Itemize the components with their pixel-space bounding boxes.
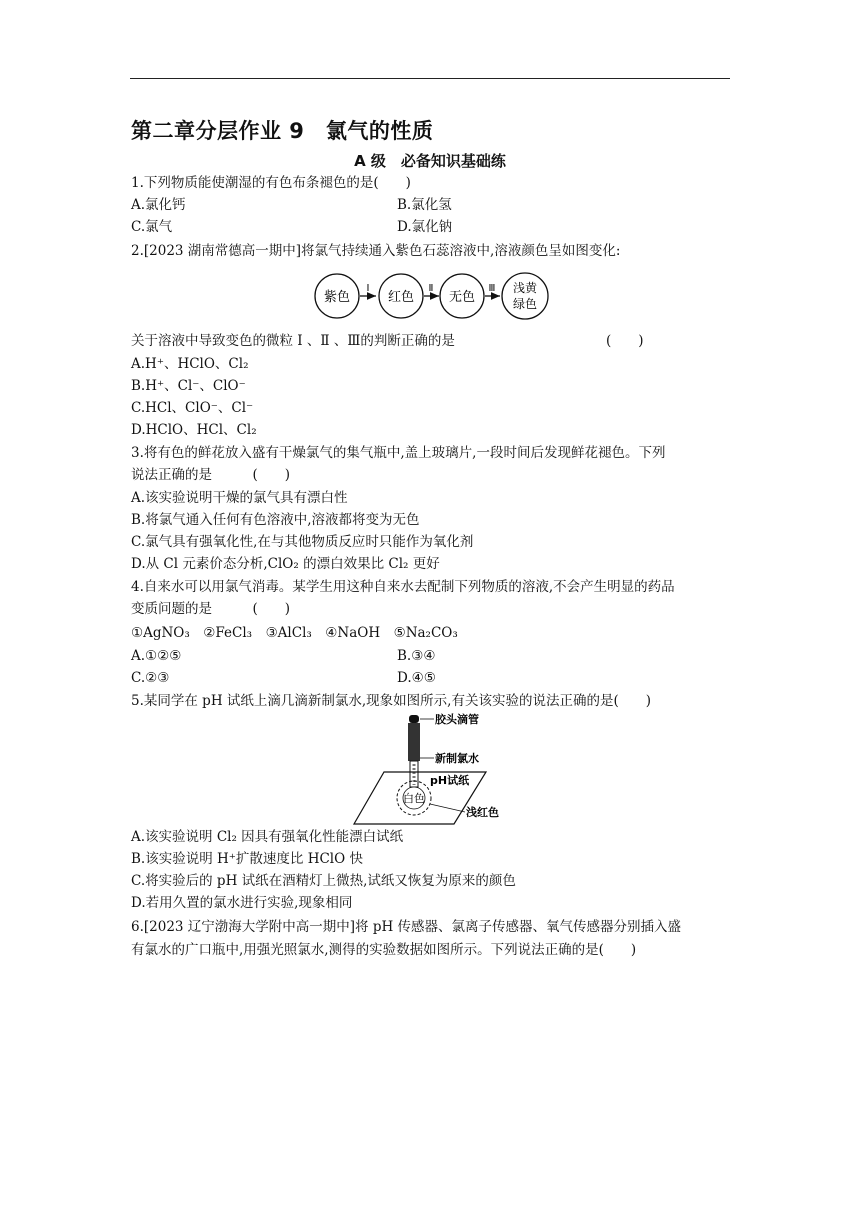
flow-arrow-3-label: Ⅲ — [488, 283, 496, 294]
q4-options-row2 — [131, 668, 436, 688]
flow-arrow-2-label: Ⅱ — [428, 283, 434, 294]
q2-ask-row — [131, 331, 644, 351]
q2-option-a: A.H⁺、HClO、Cl₂ — [131, 356, 249, 372]
q5-option-a: A.该实验说明 Cl₂ 因具有强氧化性能漂白试纸 — [131, 829, 404, 845]
q5-option-d: D.若用久置的氯水进行实验,现象相同 — [131, 895, 353, 911]
color-change-flow-diagram — [300, 268, 560, 324]
q1-options-row1 — [131, 195, 452, 215]
q3-option-b: B.将氯气通入任何有色溶液中,溶液都将变为无色 — [131, 512, 420, 528]
q4-option-c: C.②③ — [131, 670, 170, 686]
q1-option-a: A.氯化钙 — [131, 197, 186, 213]
q2-answer-paren: ( ) — [606, 333, 644, 349]
ph-paper-figure — [350, 712, 530, 827]
q4-option-a: A.①②⑤ — [131, 648, 182, 664]
q3-stem-line2: 说法正确的是 ( ) — [131, 467, 291, 483]
q1-stem: 1.下列物质能使潮湿的有色布条褪色的是( ) — [131, 175, 411, 191]
q4-option-b: B.③④ — [397, 648, 436, 664]
q5-option-c: C.将实验后的 pH 试纸在酒精灯上微热,试纸又恢复为原来的颜色 — [131, 873, 516, 889]
flow-node-4-label-top: 浅黄 — [512, 281, 538, 295]
flow-node-4 — [502, 273, 548, 319]
q1-option-c: C.氯气 — [131, 219, 173, 235]
q5-stem: 5.某同学在 pH 试纸上滴几滴新制氯水,现象如图所示,有关该实验的说法正确的是( ) — [131, 693, 651, 709]
q2-stem: 2.[2023 湖南常德高一期中]将氯气持续通入紫色石蕊溶液中,溶液颜色呈如图变化: — [131, 243, 621, 259]
chlorine-water-label: 新制氯水 — [435, 752, 479, 765]
dropper-body — [408, 723, 420, 761]
flow-node-2-label: 红色 — [387, 290, 415, 305]
dropper-bulb — [409, 715, 419, 723]
flow-node-3-label: 无色 — [448, 290, 476, 305]
q2-option-d: D.HClO、HCl、Cl₂ — [131, 422, 257, 438]
q3-option-c: C.氯气具有强氧化性,在与其他物质反应时只能作为氧化剂 — [131, 534, 474, 550]
q6-stem-line1: 6.[2023 辽宁渤海大学附中高一期中]将 pH 传感器、氯离子传感器、氧气传感器分别插入盛 — [131, 919, 682, 935]
top-rule — [130, 78, 730, 79]
flow-node-4-label-bottom: 绿色 — [512, 297, 538, 311]
page-title: 第二章分层作业 9 氯气的性质 — [131, 119, 434, 143]
q4-options-row1 — [131, 646, 436, 666]
q2-option-c: C.HCl、ClO⁻、Cl⁻ — [131, 400, 254, 416]
pink-label: 浅红色 — [466, 806, 499, 819]
q4-substance-list: ①AgNO₃ ②FeCl₃ ③AlCl₃ ④NaOH ⑤Na₂CO₃ — [131, 625, 458, 641]
q1-option-d: D.氯化钠 — [397, 219, 453, 235]
section-heading: A 级 必备知识基础练 — [354, 152, 506, 170]
q3-stem-line1: 3.将有色的鲜花放入盛有干燥氯气的集气瓶中,盖上玻璃片,一段时间后发现鲜花褪色。下列 — [131, 445, 666, 461]
q4-option-d: D.④⑤ — [397, 670, 436, 686]
q3-option-a: A.该实验说明干燥的氯气具有漂白性 — [131, 490, 348, 506]
q3-option-d: D.从 Cl 元素价态分析,ClO₂ 的漂白效果比 Cl₂ 更好 — [131, 556, 440, 572]
flow-node-1-label: 紫色 — [323, 290, 351, 305]
ph-paper-label: pH试纸 — [430, 774, 470, 787]
q2-option-b: B.H⁺、Cl⁻、ClO⁻ — [131, 378, 246, 394]
q1-options-row2 — [131, 217, 453, 237]
q2-ask: 关于溶液中导致变色的微粒 Ⅰ 、Ⅱ 、Ⅲ的判断正确的是 — [131, 333, 455, 349]
q6-stem-line2: 有氯水的广口瓶中,用强光照氯水,测得的实验数据如图所示。下列说法正确的是( ) — [131, 942, 637, 958]
q4-stem-line1: 4.自来水可以用氯气消毒。某学生用这种自来水去配制下列物质的溶液,不会产生明显的药品 — [131, 579, 675, 595]
q4-stem-line2: 变质问题的是 ( ) — [131, 601, 291, 617]
dropper-label: 胶头滴管 — [435, 713, 479, 726]
q5-option-b: B.该实验说明 H⁺扩散速度比 HClO 快 — [131, 851, 363, 867]
flow-arrow-1-label: Ⅰ — [366, 283, 370, 294]
q1-option-b: B.氯化氢 — [397, 197, 452, 213]
white-center-label: 白色 — [403, 792, 425, 805]
